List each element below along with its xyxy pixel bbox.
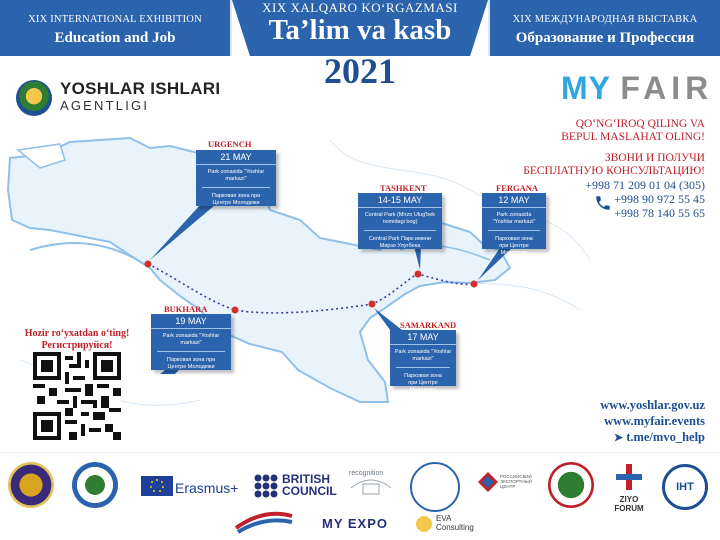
stop-date: 19 MAY [151,314,231,329]
header-left-line2: Education and Job [54,30,176,46]
map-point-tashkent [415,271,422,278]
phone-number-2[interactable]: +998 90 972 55 45 [614,192,705,206]
map-point-urgench [145,261,152,268]
erasmus-logo-text: Erasmus+ [175,480,239,496]
stop-venue-ru: Парковая зона при Центре Молодежи [202,187,270,211]
promo-ru-line1: ЗВОНИ И ПОЛУЧИ [604,152,705,164]
iht-logo: IHT [662,464,708,510]
telegram-link-text: t.me/mvo_help [626,430,705,444]
recognition-text: recognition [349,470,384,477]
promo-uz-line2: BEPUL MASLAHAT OLING! [561,131,705,143]
city-label-bukhara: BUKHARA [164,304,208,314]
partner-logo-seal-3 [410,462,460,512]
myfair-logo-my: MY [561,70,611,106]
map-point-bukhara [232,307,239,314]
ziyo-forum-line2: FORUM [614,504,644,513]
stop-card-fergana[interactable] [482,193,546,256]
partner-logo-seal-2 [72,462,118,508]
stop-date: 14-15 MAY [358,193,442,208]
british-council-line1: BRITISH [282,472,330,486]
eva-consulting-logo [436,514,474,532]
header-center-title: Ta’lim va kasb [268,14,452,46]
partner-logo-seal-1 [8,462,54,508]
stop-venue-uz: Central Park (Mirzo Ulug'bek nomidagi bog) [364,212,436,225]
map-point-fergana [471,281,478,288]
agency-name-line1: YOSHLAR ISHLARI [60,79,221,98]
stop-date: 12 MAY [482,193,546,208]
header-right-line1: XIX МЕЖДУНАРОДНАЯ ВЫСТАВКА [512,14,698,25]
stop-date: 21 MAY [196,150,276,165]
british-council-dots-icon [254,474,278,498]
stop-venue-uz: Park zonasida "Yoshlar markazi" [394,349,452,362]
city-label-tashkent: TASHKENT [380,183,427,193]
myfair-logo [561,70,713,107]
stop-venue-uz: Park zonasida "Yoshlar markazi" [162,333,220,346]
eu-flag-icon [141,476,173,496]
stop-card-bukhara[interactable] [151,314,231,370]
recognition-logo [345,470,397,500]
header-right-line2: Образование и Профессия [515,30,695,46]
city-label-fergana: FERGANA [496,183,539,193]
phone-number-3[interactable]: +998 78 140 55 65 [614,206,705,220]
british-council-logo [282,473,337,497]
header-right-panel [490,0,720,56]
myfair-logo-fair: FAIR [620,70,714,106]
eva-consulting-icon [416,516,432,532]
stop-venue-ru: Парковая зона при Центре Молодежи [488,230,540,261]
promo-uz-line1: QO‘NG‘IROQ QILING VA [575,118,705,130]
eva-consulting-line1: EVA [436,514,452,523]
stop-card-samarkand[interactable] [390,330,456,393]
ziyo-forum-logo [608,495,650,513]
state-emblem-icon [16,80,52,116]
phone-number-1[interactable]: +998 71 209 01 04 (305) [585,178,705,192]
header-left-panel [0,0,230,56]
eva-consulting-line2: Consulting [436,523,474,532]
map-point-samarkand [369,301,376,308]
stop-venue-uz: Park zonasida "Yoshlar markazi" [492,212,536,225]
city-label-samarkand: SAMARKAND [400,320,457,330]
header-left-line1: XIX INTERNATIONAL EXHIBITION [28,14,202,25]
stop-venue-ru: Central Park Парк имени Мирзо Улугбека [364,230,436,254]
stop-venue-ru: Парковая зона при Центре Молодежи [396,367,450,398]
register-ru: Регистрируйся! [41,340,113,351]
stop-date: 17 MAY [390,330,456,345]
register-callout [20,328,134,352]
stop-card-urgench[interactable] [196,150,276,206]
myexpo-logo: MY EXPO [322,516,389,531]
website-myfair[interactable]: www.myfair.events [604,414,705,428]
partner-logo-flag-swoosh [234,508,294,534]
russian-export-center-text: РОССИЙСКИЙ ЭКСПОРТНЫЙ ЦЕНТР [500,474,532,489]
stop-card-tashkent[interactable] [358,193,442,249]
telegram-link[interactable] [614,430,705,445]
city-label-urgench: URGENCH [208,139,252,149]
register-uz: Hozir ro‘yxatdan o‘ting! [24,328,130,339]
british-council-line2: COUNCIL [282,484,337,498]
header-center-line1: XIX XALQARO KO‘RGAZMASI [262,0,458,15]
event-year: 2021 [324,51,396,91]
promo-ru-line2: БЕСПЛАТНУЮ КОНСУЛЬТАЦИЮ! [523,165,705,177]
stop-venue-uz: Park zonasida "Yoshlar markazi" [207,169,265,182]
ziyo-forum-icon [614,462,644,492]
agency-name-line2: AGENTLIGI [60,98,150,113]
stop-venue-ru: Парковая зона при Центре Молодежи [157,351,225,375]
partner-logo-seal-4 [548,462,594,508]
ziyo-forum-line1: ZIYO [619,495,639,504]
russian-export-center-logo [478,472,532,502]
website-yoshlar[interactable]: www.yoshlar.gov.uz [600,398,705,412]
qr-code[interactable] [33,352,121,440]
telegram-icon: ➤ [613,432,624,444]
